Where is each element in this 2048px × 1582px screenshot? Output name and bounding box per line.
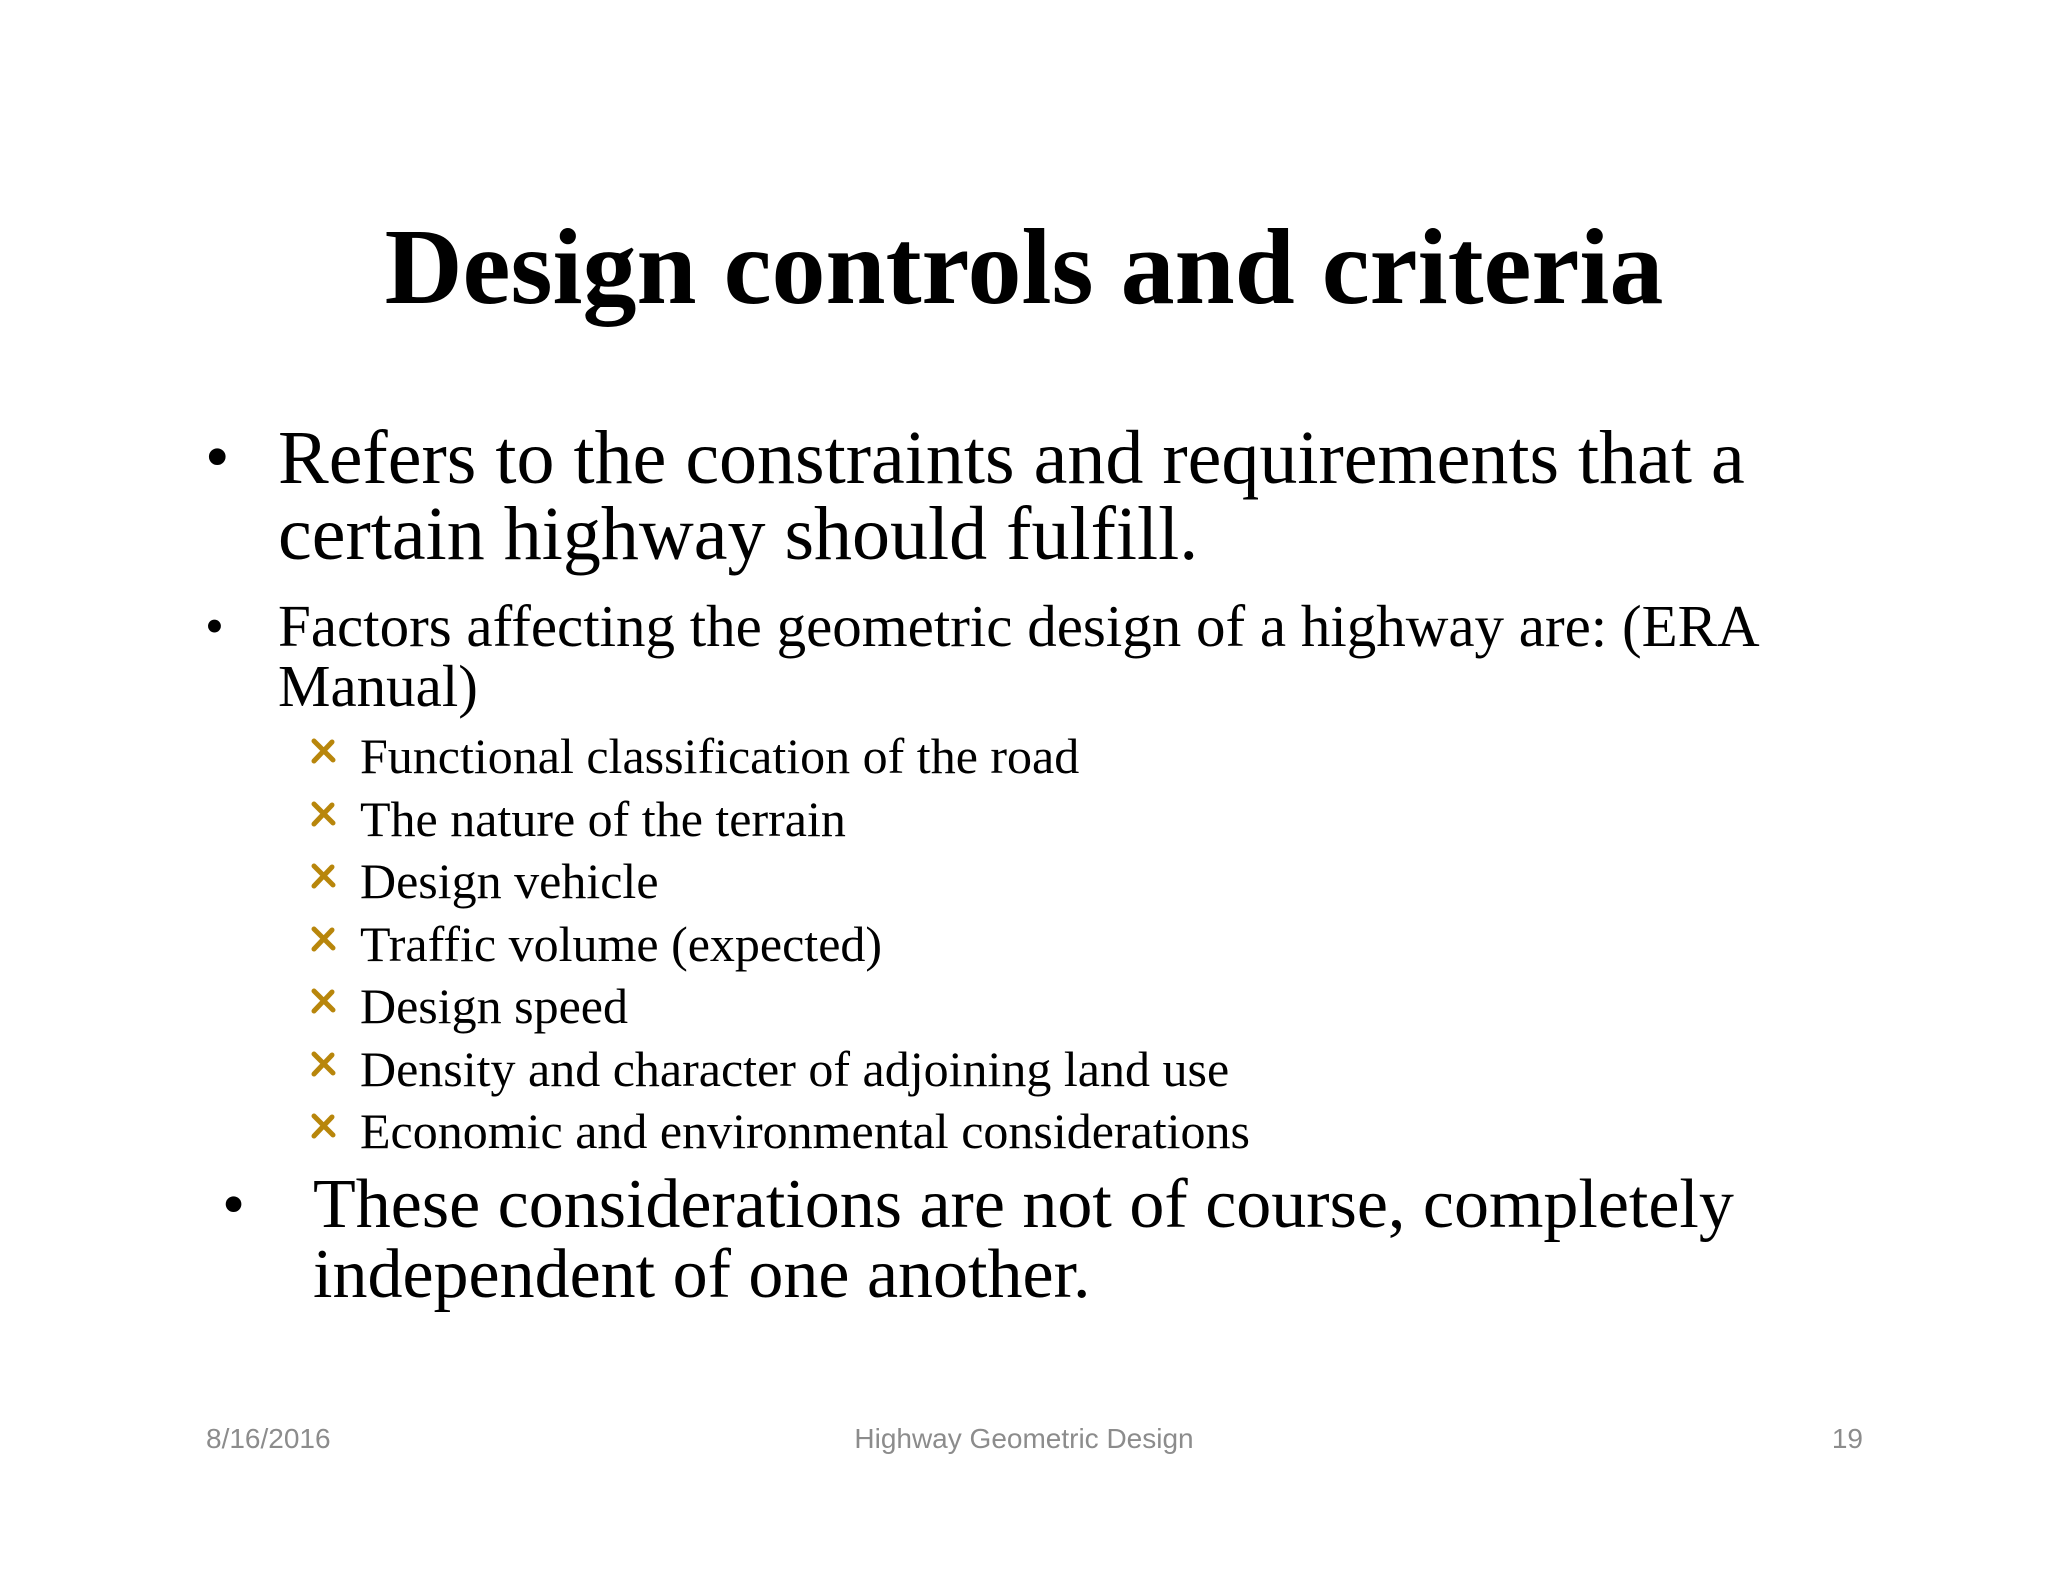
- footer-date: 8/16/2016: [206, 1423, 331, 1454]
- x-mark-icon: [308, 1111, 338, 1141]
- x-mark-icon: [308, 924, 338, 954]
- sub-list-item-label: Economic and environmental considerations: [360, 1103, 1251, 1159]
- bullet-marker: •: [205, 419, 230, 496]
- bullet-marker: •: [205, 596, 224, 656]
- sub-list-item: [0, 791, 2048, 854]
- sub-list-item-label: Density and character of adjoining land use: [360, 1040, 1230, 1097]
- bullet-text: Factors affecting the geometric design of a highway are: (ERA Manual): [278, 593, 1757, 719]
- sub-list-item-label: Design speed: [360, 978, 628, 1034]
- sub-list-item: [0, 1103, 2048, 1166]
- sub-list-item-label: Design vehicle: [360, 853, 659, 909]
- bullet-item-considerations: [0, 1166, 2048, 1330]
- sub-list-item-label: Traffic volume (expected): [360, 915, 883, 972]
- slide-title: Design controls and criteria: [384, 208, 1664, 327]
- x-mark-icon: [308, 799, 338, 829]
- x-mark-icon: [308, 736, 338, 766]
- sub-list-item-label: Functional classification of the road: [360, 728, 1080, 784]
- sub-list-item: [0, 853, 2048, 916]
- sub-list-item: [0, 916, 2048, 979]
- bullet-item-constraints: [0, 416, 2048, 580]
- bullet-item-factors: [0, 593, 2048, 719]
- footer-title: Highway Geometric Design: [854, 1423, 1194, 1454]
- x-mark-icon: [308, 861, 338, 891]
- factors-sub-list: [0, 728, 2048, 1166]
- sub-list-item: [0, 978, 2048, 1041]
- sub-list-item: [0, 728, 2048, 791]
- sub-list-item-label: The nature of the terrain: [360, 790, 846, 847]
- bullet-marker: •: [222, 1168, 246, 1241]
- footer-page-number: 19: [1831, 1423, 1863, 1454]
- bullet-text: Refers to the constraints and requirements that a certain highway should fulfill.: [278, 416, 1745, 576]
- sub-list-item: [0, 1041, 2048, 1104]
- x-mark-icon: [308, 1049, 338, 1079]
- bullet-text: These considerations are not of course, completely independent of one another.: [313, 1166, 1734, 1313]
- x-mark-icon: [308, 986, 338, 1016]
